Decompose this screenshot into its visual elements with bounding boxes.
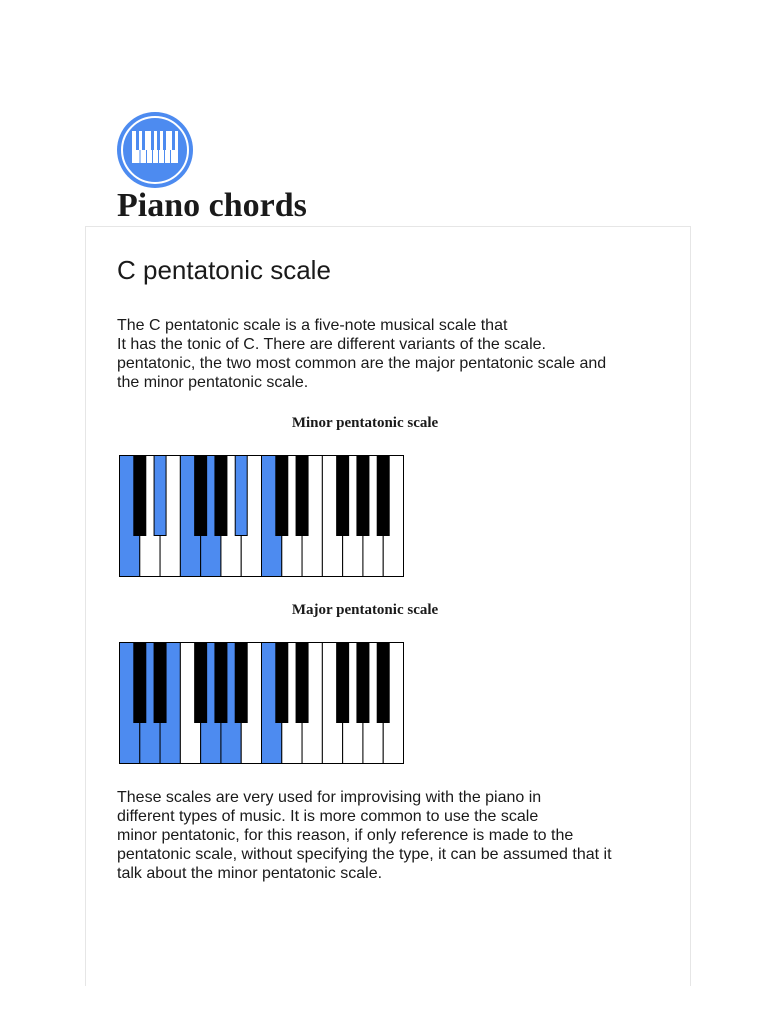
intro-paragraph — [117, 316, 677, 392]
major-scale-caption: Major pentatonic scale — [291, 602, 439, 618]
article-title: C pentatonic scale — [117, 255, 331, 285]
minor-black-key — [195, 456, 207, 536]
major-black-key — [377, 643, 389, 723]
intro-line: It has the tonic of C. There are different variants of the scale. — [117, 336, 546, 353]
major-black-key — [296, 643, 308, 723]
minor-black-key — [296, 456, 308, 536]
intro-line: The C pentatonic scale is a five-note musical scale that — [117, 317, 508, 334]
minor-black-key — [215, 456, 227, 536]
outro-line: different types of music. It is more common to use the scale — [117, 808, 539, 825]
major-pentatonic-keyboard — [119, 642, 404, 764]
outro-line: talk about the minor pentatonic scale. — [117, 865, 383, 882]
outro-line: minor pentatonic, for this reason, if only reference is made to the — [117, 827, 574, 844]
piano-keys-icon[interactable] — [116, 111, 194, 189]
major-black-key — [357, 643, 369, 723]
minor-scale-caption: Minor pentatonic scale — [291, 415, 439, 431]
minor-black-key — [357, 456, 369, 536]
outro-line: pentatonic scale, without specifying the type, it can be assumed that it — [117, 846, 612, 863]
intro-line: pentatonic, the two most common are the major pentatonic scale and — [117, 355, 607, 372]
major-black-key — [154, 643, 166, 723]
outro-line: These scales are very used for improvising with the piano in — [117, 789, 542, 806]
major-black-key — [195, 643, 207, 723]
major-black-key — [337, 643, 349, 723]
minor-black-key — [154, 456, 166, 536]
major-black-key — [215, 643, 227, 723]
minor-black-key — [235, 456, 247, 536]
major-black-key — [134, 643, 146, 723]
minor-black-key — [134, 456, 146, 536]
outro-paragraph — [117, 788, 677, 883]
minor-pentatonic-keyboard — [119, 455, 404, 577]
site-title: Piano chords — [117, 187, 307, 224]
minor-black-key — [377, 456, 389, 536]
major-black-key — [276, 643, 288, 723]
intro-line: the minor pentatonic scale. — [117, 374, 309, 391]
minor-black-key — [276, 456, 288, 536]
major-black-key — [235, 643, 247, 723]
minor-black-key — [337, 456, 349, 536]
